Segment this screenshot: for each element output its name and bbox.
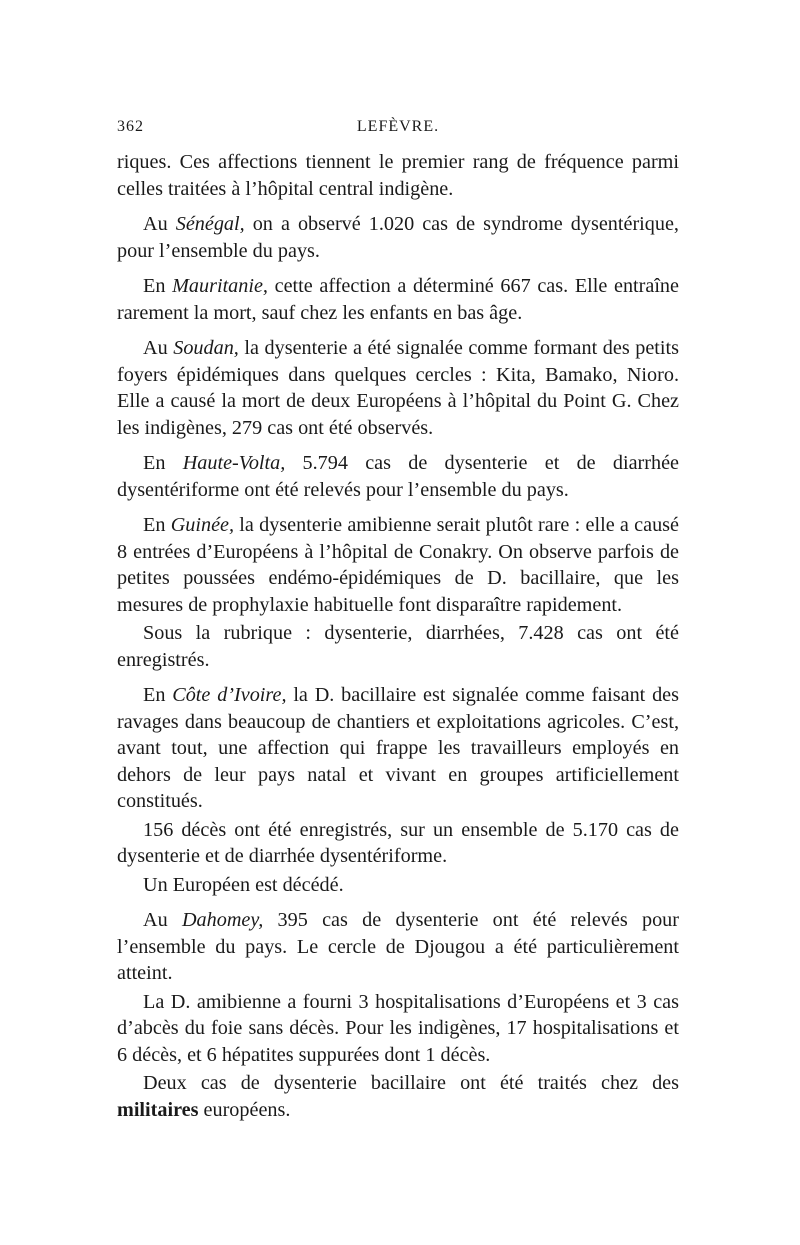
paragraph-rubrique: Sous la rubrique : dysenterie, diarrhées, 7.428 cas ont été enregistrés. bbox=[117, 622, 679, 671]
page-header bbox=[117, 118, 679, 144]
place-name: Haute-Volta, bbox=[182, 452, 286, 474]
paragraph-militaires: Deux cas de dysenterie bacillaire ont été traités chez des militaires européens. bbox=[117, 1072, 679, 1121]
paragraph-amibienne: La D. amibienne a fourni 3 hospitalisations d’Européens et 3 cas d’abcès du foie sans décès. Pour les indigènes, 17 hospitalisations et 6 décès, et 6 hépatites suppurées dont 1 décès. bbox=[117, 990, 679, 1066]
place-name: Sénégal, bbox=[175, 213, 245, 235]
paragraph-haute-volta: En Haute-Volta, 5.794 cas de dysenterie et de diarrhée dysentériforme ont été relevés pour l’ensemble du pays. bbox=[117, 452, 679, 501]
running-head: LEFÈVRE. bbox=[356, 118, 440, 135]
body-text bbox=[117, 149, 679, 1123]
paragraph-europeen: Un Européen est décédé. bbox=[143, 873, 344, 896]
paragraph-senegal: Au Sénégal, on a observé 1.020 cas de syndrome dysentérique, pour l’ensemble du pays. bbox=[117, 213, 679, 262]
place-name: Soudan, bbox=[173, 337, 239, 359]
paragraph-guinee: En Guinée, la dysenterie amibienne serait plutôt rare : elle a causé 8 entrées d’Européens à l’hôpital de Conakry. On observe parfois de petites poussées endémo-épidémiques de D. bacillaire, que les mesures de prophylaxie habituelle font disparaître rapidement. bbox=[117, 514, 679, 616]
paragraph-soudan: Au Soudan, la dysenterie a été signalée comme formant des petits foyers épidémiques dans quelques cercles : Kita, Bamako, Nioro. Elle a causé la mort de deux Européens à l’hôpital du Point G. Chez les indigènes, 279 cas ont été observés. bbox=[117, 337, 679, 439]
place-name: Mauritanie, bbox=[172, 275, 268, 297]
paragraph-deces: 156 décès ont été enregistrés, sur un ensemble de 5.170 cas de dysenterie et de diarrhée dysentériforme. bbox=[117, 818, 679, 867]
paragraph-cote-ivoire: En Côte d’Ivoire, la D. bacillaire est signalée comme faisant des ravages dans beaucoup de chantiers et exploitations agricoles. C’est, avant tout, une affection qui frappe les travailleurs employés en dehors de leur pays natal et vivant en groupes artificiellement constitués. bbox=[117, 684, 679, 812]
place-name: Guinée, bbox=[170, 514, 235, 536]
paragraph-mauritanie: En Mauritanie, cette affection a déterminé 667 cas. Elle entraîne rarement la mort, sauf chez les enfants en bas âge. bbox=[117, 275, 679, 324]
place-name: Dahomey, bbox=[181, 909, 264, 931]
paragraph-dahomey: Au Dahomey, 395 cas de dysenterie ont été relevés pour l’ensemble du pays. Le cercle de Djougou a été particulièrement atteint. bbox=[117, 909, 679, 984]
paragraph-continuation: riques. Ces affections tiennent le premier rang de fréquence parmi celles traitées à l’hôpital central indigène. bbox=[117, 151, 679, 200]
book-page bbox=[117, 118, 679, 1123]
place-name: Côte d’Ivoire, bbox=[172, 684, 287, 706]
bold-word: militaires bbox=[117, 1098, 199, 1121]
page-number: 362 bbox=[117, 118, 144, 135]
